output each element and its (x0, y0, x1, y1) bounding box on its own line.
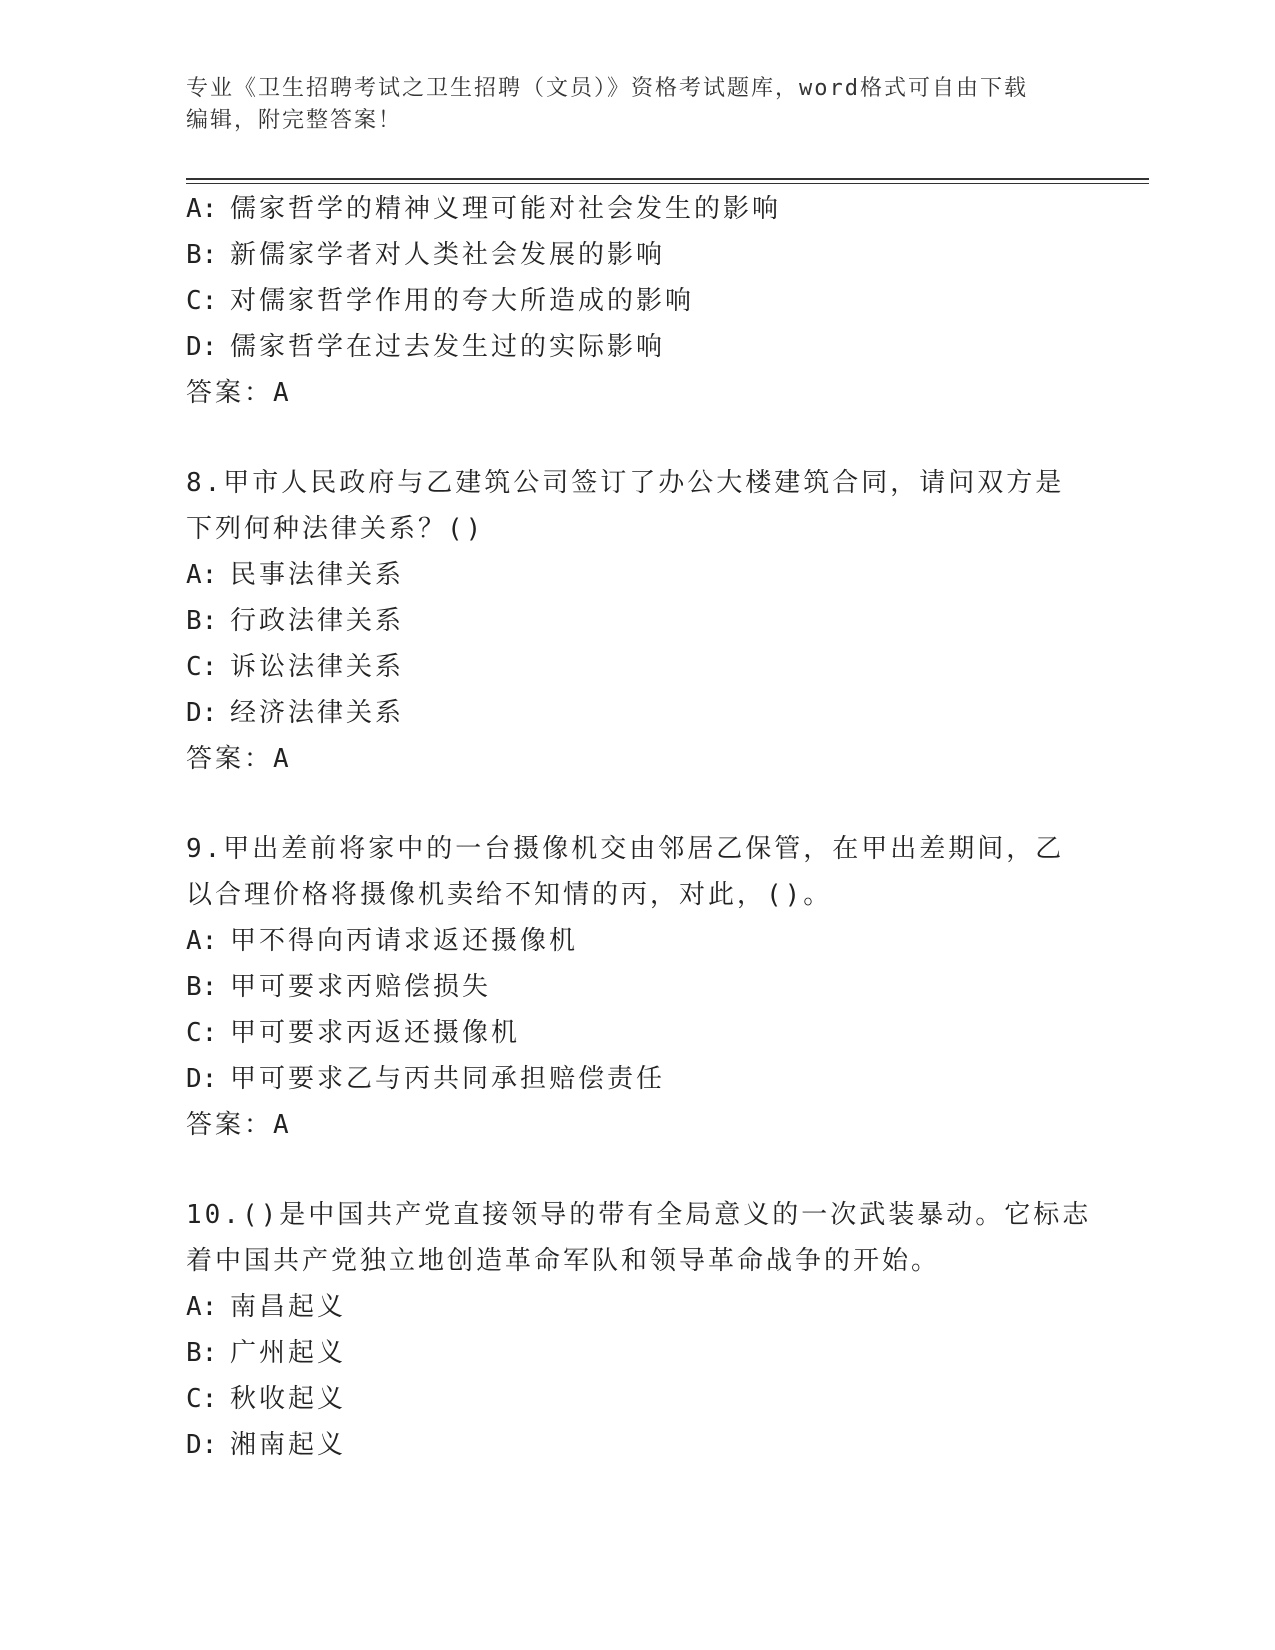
option-b (186, 1330, 1106, 1376)
question-text-line-2: 下列何种法律关系？() (186, 514, 485, 544)
option-d (186, 324, 1106, 370)
question-text-line-1: 9.甲出差前将家中的一台摄像机交由邻居乙保管，在甲出差期间，乙 (186, 834, 1065, 864)
option-letter: B: (186, 240, 218, 270)
option-b (186, 232, 1106, 278)
answer-line: 答案：A (186, 1110, 292, 1140)
document-header (186, 73, 1086, 137)
option-b (186, 598, 1106, 644)
option-text: 甲不得向丙请求返还摄像机 (230, 926, 579, 956)
option-d (186, 1422, 1106, 1468)
option-letter: C: (186, 286, 218, 316)
option-d (186, 690, 1106, 736)
option-letter: A: (186, 926, 218, 956)
option-text: 甲可要求乙与丙共同承担赔偿责任 (230, 1064, 666, 1094)
option-letter: C: (186, 1384, 218, 1414)
option-text: 民事法律关系 (230, 560, 405, 590)
option-letter: B: (186, 1338, 218, 1368)
option-d (186, 1056, 1106, 1102)
option-text: 诉讼法律关系 (230, 652, 405, 682)
question-text-line-2: 着中国共产党独立地创造革命军队和领导革命战争的开始。 (186, 1246, 941, 1276)
question-text-line-2: 以合理价格将摄像机卖给不知情的丙，对此，()。 (186, 880, 833, 910)
option-a (186, 1284, 1106, 1330)
option-text: 甲可要求丙赔偿损失 (230, 972, 492, 1002)
option-letter: D: (186, 698, 218, 728)
option-c (186, 1010, 1106, 1056)
question-list (186, 186, 1106, 1468)
option-letter: B: (186, 972, 218, 1002)
option-letter: A: (186, 560, 218, 590)
option-text: 儒家哲学的精神义理可能对社会发生的影响 (230, 194, 782, 224)
header-line-1: 专业《卫生招聘考试之卫生招聘（文员）》资格考试题库，word格式可自由下载 (186, 76, 1028, 101)
option-text: 经济法律关系 (230, 698, 405, 728)
option-letter: C: (186, 1018, 218, 1048)
header-divider-thick (186, 178, 1149, 180)
option-letter: C: (186, 652, 218, 682)
question-9 (186, 826, 1106, 1148)
option-text: 行政法律关系 (230, 606, 405, 636)
option-a (186, 186, 1106, 232)
header-line-2: 编辑，附完整答案！ (186, 108, 403, 133)
option-letter: A: (186, 1292, 218, 1322)
option-a (186, 918, 1106, 964)
question-8 (186, 460, 1106, 782)
option-text: 秋收起义 (230, 1384, 347, 1414)
answer-line: 答案：A (186, 378, 292, 408)
option-letter: D: (186, 332, 218, 362)
option-letter: D: (186, 1430, 218, 1460)
question-text-line-1: 8.甲市人民政府与乙建筑公司签订了办公大楼建筑合同，请问双方是 (186, 468, 1065, 498)
option-c (186, 644, 1106, 690)
option-text: 对儒家哲学作用的夸大所造成的影响 (230, 286, 695, 316)
option-letter: D: (186, 1064, 218, 1094)
question-10 (186, 1192, 1106, 1468)
option-text: 湘南起义 (230, 1430, 347, 1460)
option-a (186, 552, 1106, 598)
option-letter: B: (186, 606, 218, 636)
question-text-line-1: 10.()是中国共产党直接领导的带有全局意义的一次武装暴动。它标志 (186, 1200, 1092, 1230)
option-c (186, 1376, 1106, 1422)
option-c (186, 278, 1106, 324)
option-text: 甲可要求丙返还摄像机 (230, 1018, 521, 1048)
answer-line: 答案：A (186, 744, 292, 774)
question-7 (186, 186, 1106, 416)
option-text: 南昌起义 (230, 1292, 347, 1322)
option-b (186, 964, 1106, 1010)
header-divider-thin (186, 183, 1149, 184)
option-text: 广州起义 (230, 1338, 347, 1368)
option-text: 新儒家学者对人类社会发展的影响 (230, 240, 666, 270)
option-text: 儒家哲学在过去发生过的实际影响 (230, 332, 666, 362)
option-letter: A: (186, 194, 218, 224)
